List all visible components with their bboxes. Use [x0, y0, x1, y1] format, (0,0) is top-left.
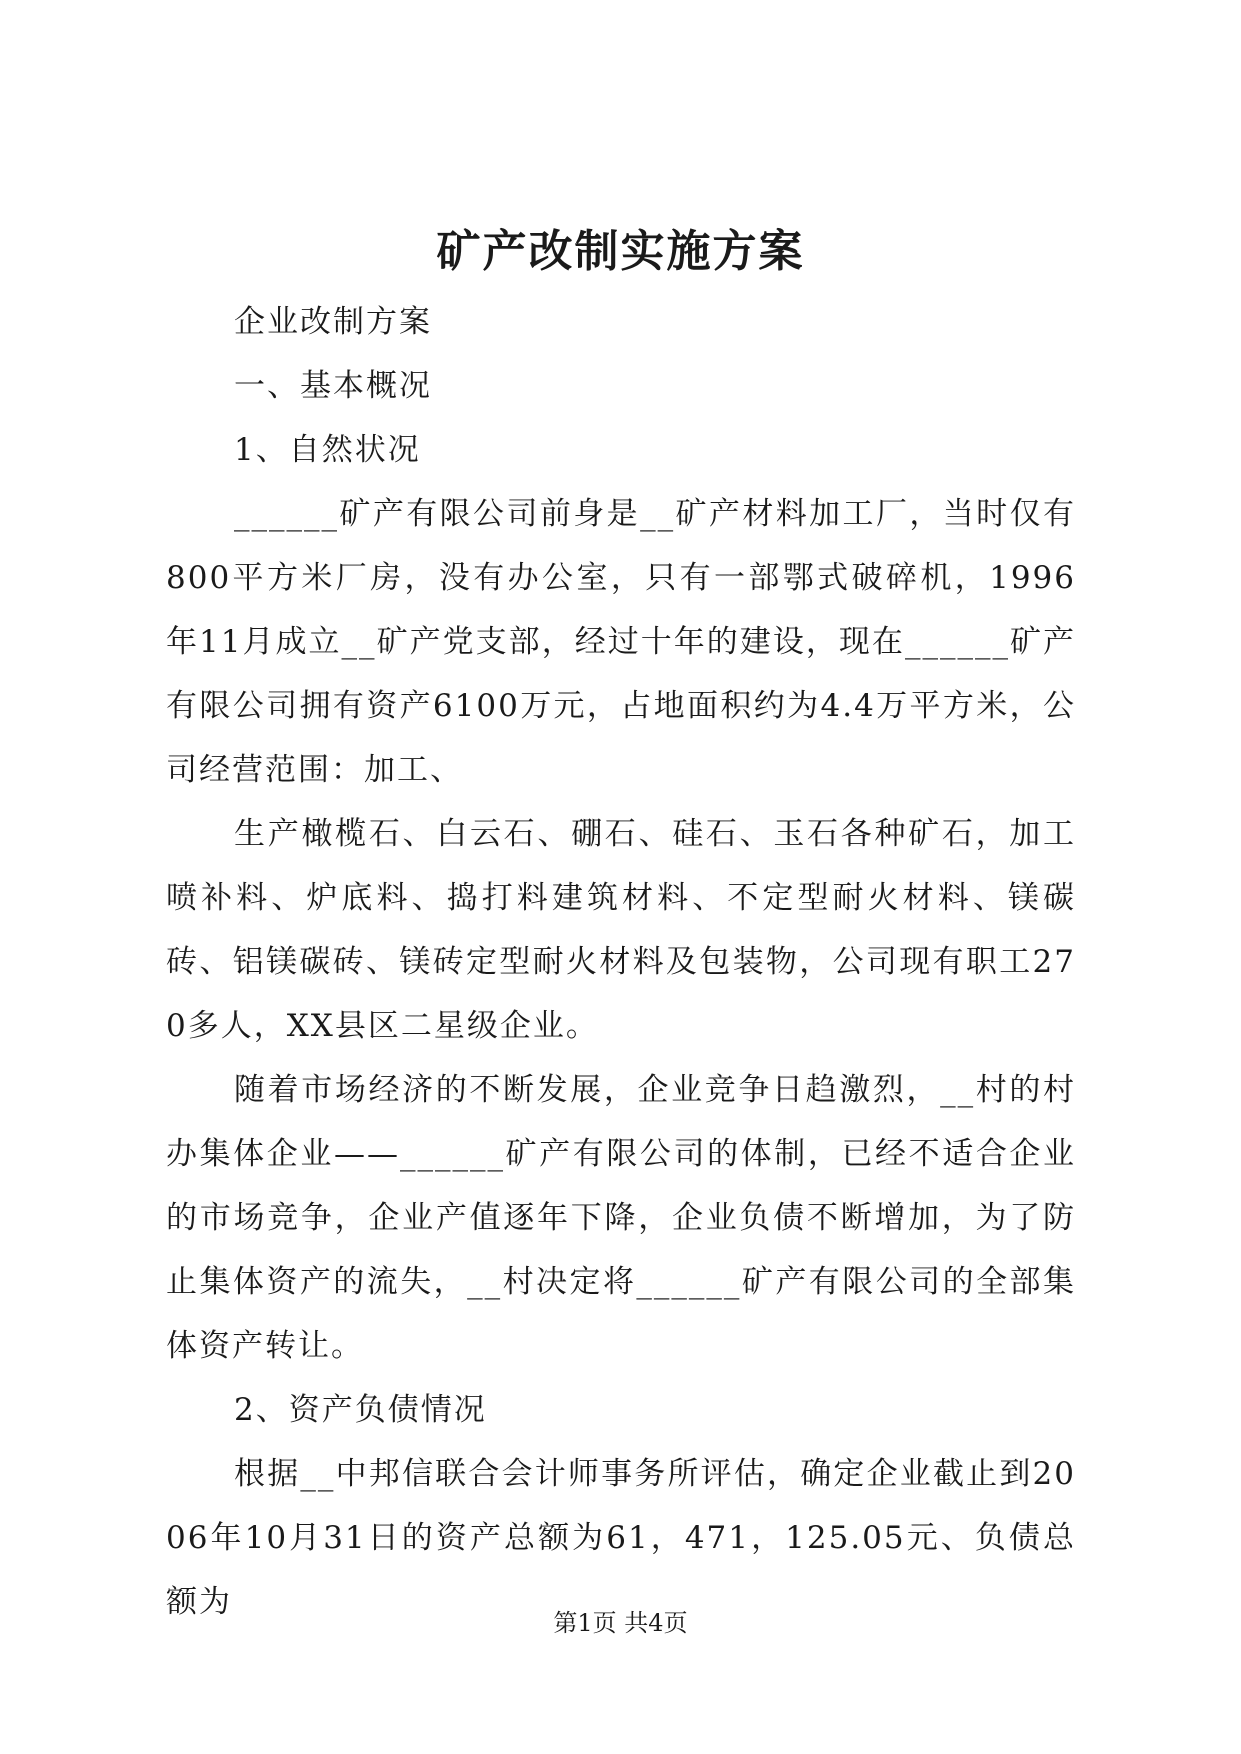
body-paragraph: ______矿产有限公司前身是__矿产材料加工厂，当时仅有800平方米厂房，没有办公室，只有一部鄂式破碎机，1996年11月成立__矿产党支部，经过十年的建设，现在______矿产有限公司拥有资产6100万元，占地面积约为4.4万平方米，公司经营范围：加工、	[166, 496, 1076, 788]
body-paragraph: 生产橄榄石、白云石、硼石、硅石、玉石各种矿石，加工喷补料、炉底料、捣打料建筑材料、不定型耐火材料、镁碳砖、铝镁碳砖、镁砖定型耐火材料及包装物，公司现有职工270多人，XX县区二星级企业。	[166, 816, 1076, 1044]
subtitle-paragraph: 企业改制方案	[234, 304, 432, 340]
page-title: 矿产改制实施方案	[436, 226, 805, 277]
body-paragraph: 根据__中邦信联合会计师事务所评估，确定企业截止到2006年10月31日的资产总额为61，471，125.05元、负债总额为	[166, 1456, 1076, 1620]
page-number-footer: 第1页 共4页	[553, 1609, 688, 1637]
subsection-heading-assets-liabilities: 2、资产负债情况	[234, 1392, 487, 1428]
body-paragraph: 随着市场经济的不断发展，企业竞争日趋激烈，__村的村办集体企业——______矿产有限公司的体制，已经不适合企业的市场竞争，企业产值逐年下降，企业负债不断增加，为了防止集体资产的流失，__村决定将______矿产有限公司的全部集体资产转让。	[166, 1072, 1076, 1364]
subsection-heading-natural-status: 1、自然状况	[234, 432, 421, 468]
document-body	[166, 290, 1076, 1634]
section-heading-basic-overview: 一、基本概况	[234, 368, 432, 404]
